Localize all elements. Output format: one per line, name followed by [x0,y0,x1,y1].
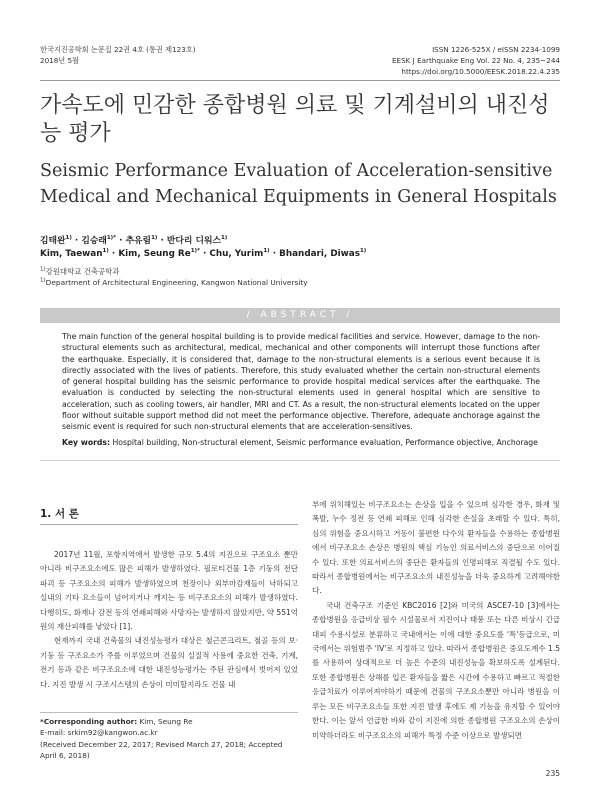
authors-korean [40,233,227,246]
author-en-4-sup: 1) [359,248,367,255]
abstract-divider [40,460,560,461]
corresponding-name: Kim, Seung Re [139,717,193,726]
issn: ISSN 1226-525X / eISSN 2234-1099 [432,45,560,54]
eesk-citation: EESK J Earthquake Eng Vol. 22 No. 4, 235~244 [392,56,560,65]
paragraph: 국내 건축구조 기준인 KBC2016 [2]와 미국의 ASCE7-10 [3]에서는 종합병원을 응급비상 필수 시설물로서 지진이나 태풍 또는 다른 비상시 긴급대피 수용시설로 분류하고 국내에서는 이에 대한 중요도를 '특'등급으로, 미국에서는 위험범주 'IV'로 지정하고 있다. 따라서 종합병원은 중요도계수 1.5를 사용하여 상대적으로 더 높은 수준의 내진성능을 확보하도록 설계된다. 또한 종합병원은 상해를 입은 환자들을 짧은 시간에 수용하고 빠르고 적절한 응급치료가 이루어져야하기 때문에 건물의 구조요소뿐만 아니라 병원을 이루는 모든 비구조요소들 또한 지진 발생 후에도 제 기능을 유지할 수 있어야한다. 이는 앞서 언급한 바와 같이 지진에 의한 종합병원 구조요소의 손상이 미약하더라도 비구조요소의 피해가 특정 수준 이상으로 발생되면 [312,600,560,740]
affiliations [40,266,308,288]
author-ko-1: 김태완 [40,236,66,246]
abstract-banner [40,308,560,323]
author-ko-4: 반다리 디워스 [166,236,221,246]
author-en-2-sup: 1)* [190,248,200,255]
journal-name-ko: 한국지진공학회 논문집 22권 4호 (통권 제123호) [40,45,196,54]
affiliation-en-text: Department of Architectural Engineering, Kangwon National University [45,278,308,287]
received-dates: (Received December 22, 2017; Revised March 27, 2018; Accepted April 6, 2018) [40,739,283,760]
author-sep: · [160,236,164,246]
affiliation-ko-text: 강원대학교 건축공학과 [45,267,120,276]
abstract-heading: / ABSTRACT / [246,310,354,320]
author-en-4: Bhandari, Diwas [279,249,360,259]
title-english: Seismic Performance Evaluation of Acceleration-sensitive Medical and Mechanical Equipments in General Hospitals [40,161,557,207]
keywords-list: Hospital building, Non-structural element, Seismic performance evaluation, Performance objective, Anchorage [112,438,538,447]
author-ko-3: 추유림 [125,236,152,246]
affiliation-sup: 1) [40,277,46,284]
header-divider [40,80,560,81]
author-sep: · [111,249,116,259]
email[interactable]: E-mail: srkim92@kangwon.ac.kr [40,728,158,738]
keywords [62,437,540,448]
footnote [40,716,298,761]
page-number: 235 [545,769,560,778]
title-korean: 가속도에 민감한 종합병원 의료 및 기계설비의 내진성능 평가 [40,93,550,146]
right-column [312,498,560,743]
section-heading-introduction: 1. 서 론 [40,508,79,520]
author-en-1: Kim, Taewan [40,249,103,259]
author-ko-4-sup: 1) [220,235,228,242]
journal-header-right [392,44,560,77]
affiliation-sup: 1) [40,266,46,273]
author-ko-3-sup: 1) [151,235,158,242]
author-ko-2-sup: 1)* [106,235,117,242]
footnote-divider [40,712,298,713]
author-en-1-sup: 1) [102,248,109,255]
corresponding-author [40,716,298,727]
author-ko-2: 김승래 [81,236,107,246]
journal-date-ko: 2018년 5월 [40,56,80,65]
author-sep: · [119,236,123,246]
author-en-3-sup: 1) [263,248,270,255]
paragraph: 2017년 11월, 포항지역에서 발생한 규모 5.4의 지진으로 구조요소 뿐만 아니라 비구조요소에도 많은 피해가 발생하였다. 필로티건물 1층 기둥의 전단파괴 등 구조요소의 피해가 발생하였으며 천장이나 외부마감재들이 낙하되고 실내의 기타 요소들이 넘어지거나 깨지는 등 비구조요소의 피해가 발생하였다. 다행히도, 화재나 감전 등의 연쇄피해와 사망자는 발생하지 않았지만, 약 551억 원의 재산피해를 낳았다 [1]. [40,550,298,632]
keywords-label: Key words: [62,438,111,447]
section-divider [40,524,298,525]
corresponding-label: *Corresponding author: [40,717,138,726]
authors-english [40,249,366,259]
paragraph: 현재까지 국내 건축물의 내진성능평가 대상은 철근콘크리트, 철골 등의 보·기둥 등 구조요소가 주를 이루었으며 건물의 실질적 사용에 중요한 건축, 기계, 전기 등과 같은 비구조요소에 대한 내진성능평가는 주된 관심에서 벗어져 있었다. 지진 발생 시 구조시스템의 손상이 미미할지라도 건물 내 [40,636,298,689]
author-en-3: Chu, Yurim [209,249,264,259]
author-sep: · [202,249,207,259]
journal-header-left [40,44,196,66]
paragraph: 부에 위치해있는 비구조요소는 손상을 입을 수 있으며 심각한 경우, 화재 및 폭발, 누수 정전 등 연쇄 피해로 인해 심각한 손실을 초래할 수 있다. 특히, 심의 위험을 중요시하고 거동이 불편한 다수의 환자들을 수용하는 종합병원에서 비구조요소 손상은 병원의 핵심 기능인 의료서비스의 중단으로 이어질 수 있다. 또한 의료서비스의 중단은 환자들의 인명피해로 직결될 수도 있다. 따라서 종합병원에서는 비구조요소의 내진성능을 더욱 중요하게 고려해야한다. [312,500,560,596]
author-sep: · [272,249,277,259]
author-en-2: Kim, Seung Re [118,249,191,259]
affiliation-en [40,277,308,288]
author-sep: · [74,236,79,246]
doi-link[interactable]: https://doi.org/10.5000/EESK.2018.22.4.235 [401,67,560,76]
affiliation-ko [40,266,308,277]
author-ko-1-sup: 1) [65,235,72,242]
left-column [40,548,298,692]
abstract-body: The main function of the general hospital building is to provide medical facilities and service. However, damage to the non-structural elements such as architectural, medical, mechanical and other components will interrupt those functions after the earthquake. Especially, it is considered that, damage to the non-structural elements is a serious event because it is directly associated with the lives of patients. Therefore, this study evaluated whether the certain non-structural elements of general hospital building has the seismic performance to provide hospital medical services after the earthquake. The evaluation is conducted by selecting the non-structural elements used in general hospital which are sensitive to acceleration, such as cooling towers, air handler, MRI and CT. As a result, the non-structural elements located on the upper floor without suitable support method did not meet the performance objective. Therefore, adequate anchorage against the seismic event is required for such non-structural elements that are acceleration-sensitives. [62,332,540,432]
